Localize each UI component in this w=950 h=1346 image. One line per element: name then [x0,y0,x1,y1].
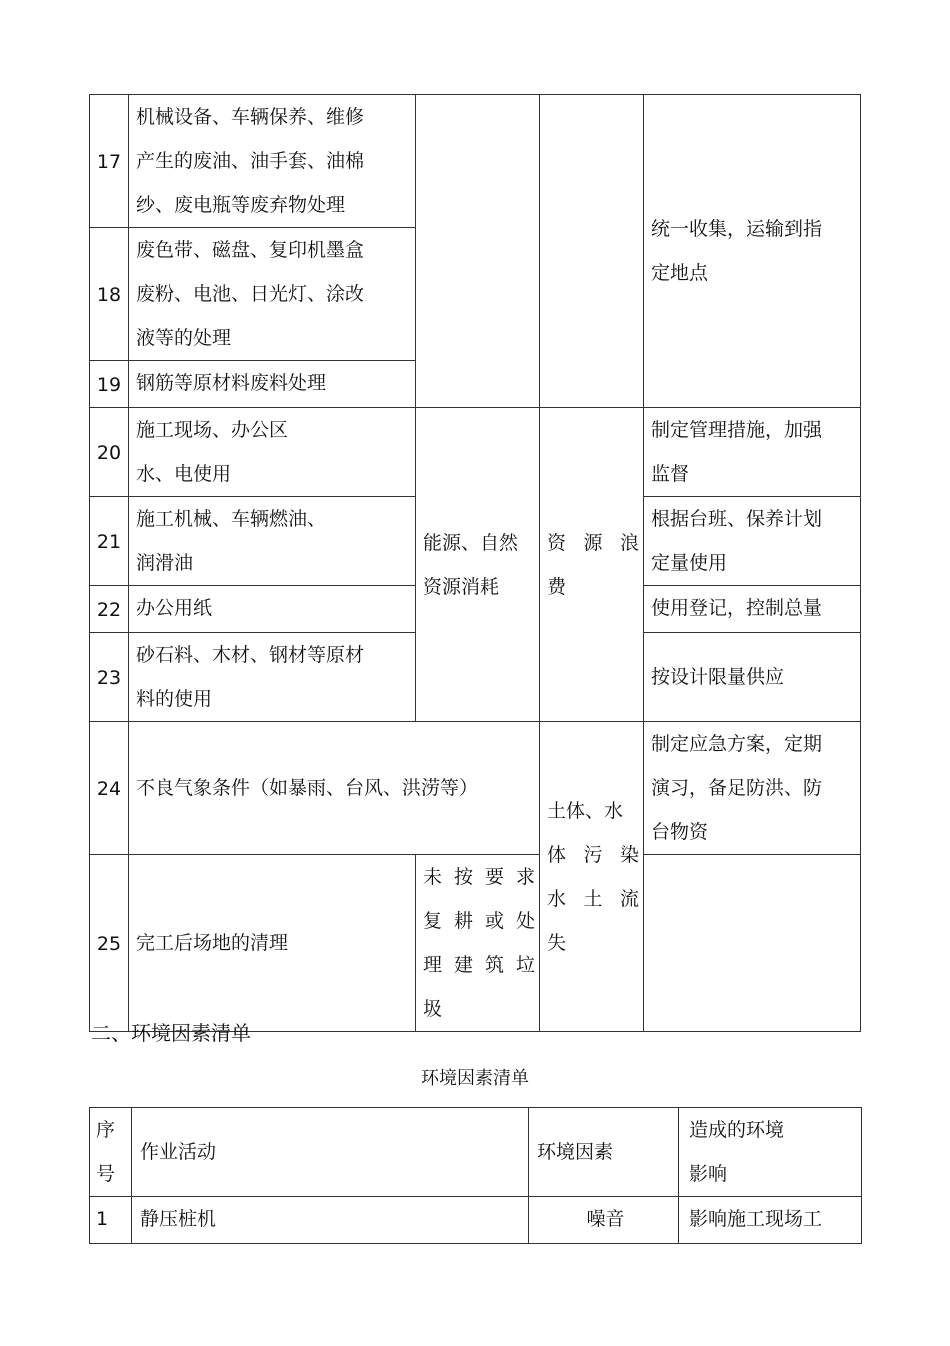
header-factor: 环境因素 [529,1108,679,1197]
section-title: 二、环境因素清单 [91,1021,251,1045]
row-number: 24 [90,722,129,855]
activity-cell: 废色带、磁盘、复印机墨盒 废粉、电池、日光灯、涂改 液等的处理 [129,228,416,361]
impact-cell: 资源浪 费 [540,408,644,722]
activity-cell: 静压桩机 [132,1197,529,1244]
environment-measures-table [89,94,861,1032]
row-number: 21 [90,497,129,586]
row-number: 22 [90,586,129,633]
row-number: 20 [90,408,129,497]
impact-cell: 土体、水 体污染 水土流 失 [540,722,644,1032]
factor-cell-empty [416,95,540,408]
row-number: 17 [90,95,129,228]
measure-cell: 使用登记，控制总量 [644,586,861,633]
activity-cell: 完工后场地的清理 [129,855,416,1032]
row-number: 18 [90,228,129,361]
activity-cell: 不良气象条件（如暴雨、台风、洪涝等） [129,722,540,855]
header-activity: 作业活动 [132,1108,529,1197]
row-number: 25 [90,855,129,1032]
activity-cell: 钢筋等原材料废料处理 [129,361,416,408]
environment-factor-list-table [89,1107,862,1244]
factor-cell: 噪音 [529,1197,679,1244]
row-number: 1 [90,1197,132,1244]
activity-cell: 砂石料、木材、钢材等原材 料的使用 [129,633,416,722]
table-caption: 环境因素清单 [421,1068,529,1089]
header-impact: 造成的环境 影响 [679,1108,862,1197]
impact-cell: 影响施工现场工 [679,1197,862,1244]
activity-cell: 机械设备、车辆保养、维修 产生的废油、油手套、油棉 纱、废电瓶等废弃物处理 [129,95,416,228]
activity-cell: 施工机械、车辆燃油、 润滑油 [129,497,416,586]
activity-cell: 办公用纸 [129,586,416,633]
factor-cell: 能源、自然 资源消耗 [416,408,540,722]
measure-cell: 制定管理措施，加强 监督 [644,408,861,497]
measure-cell: 统一收集，运输到指 定地点 [644,95,861,408]
row-number: 23 [90,633,129,722]
measure-cell: 制定应急方案，定期 演习，备足防洪、防 台物资 [644,722,861,855]
activity-cell: 施工现场、办公区 水、电使用 [129,408,416,497]
measure-cell-empty [644,855,861,1032]
impact-cell-empty [540,95,644,408]
header-no: 序 号 [90,1108,132,1197]
factor-cell: 未按要求 复耕或处 理建筑垃 圾 [416,855,540,1032]
row-number: 19 [90,361,129,408]
measure-cell: 根据台班、保养计划 定量使用 [644,497,861,586]
measure-cell: 按设计限量供应 [644,633,861,722]
